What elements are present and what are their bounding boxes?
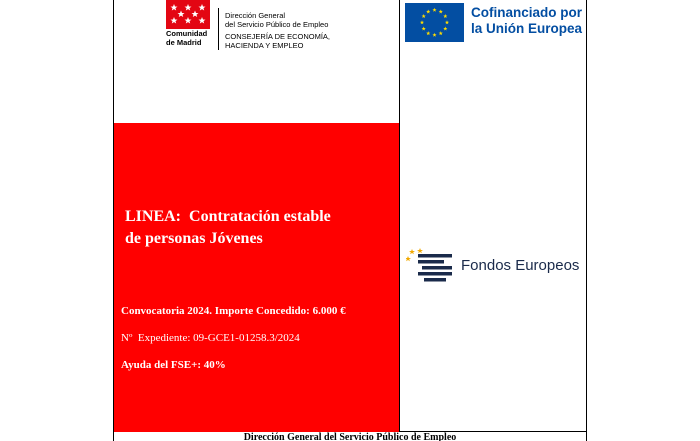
eu-flag-icon — [405, 3, 464, 42]
department-line-3: CONSEJERÍA DE ECONOMÍA, — [225, 32, 331, 41]
madrid-logo-separator — [218, 8, 219, 50]
madrid-logo-name: Comunidad de Madrid — [166, 29, 208, 47]
eu-cofinanced-text: Cofinanciado por la Unión Europea — [471, 5, 583, 36]
comunidad-madrid-logo — [166, 0, 212, 52]
department-text — [225, 12, 330, 50]
expediente-text: Nº Expediente: 09-GCE1-01258.3/2024 — [121, 332, 300, 344]
program-title: LINEA: Contratación estable de personas Jóvenes — [125, 208, 331, 247]
ayuda-text: Ayuda del FSE+: 40% — [121, 359, 226, 371]
program-red-panel — [114, 123, 399, 432]
madrid-flag-icon — [166, 0, 210, 29]
convocatoria-text: Convocatoria 2024. Importe Concedido: 6.000 € — [121, 305, 346, 317]
column-divider — [399, 0, 400, 432]
department-line-1: Dirección General — [225, 11, 286, 20]
footer-text: Dirección General del Servicio Público de Empleo — [243, 432, 457, 441]
fondos-europeos-label: Fondos Europeos — [461, 257, 580, 274]
fondos-europeos-icon — [406, 247, 456, 283]
department-line-4: HACIENDA Y EMPLEO — [225, 40, 304, 50]
department-line-2: del Servicio Público de Empleo — [225, 19, 329, 29]
